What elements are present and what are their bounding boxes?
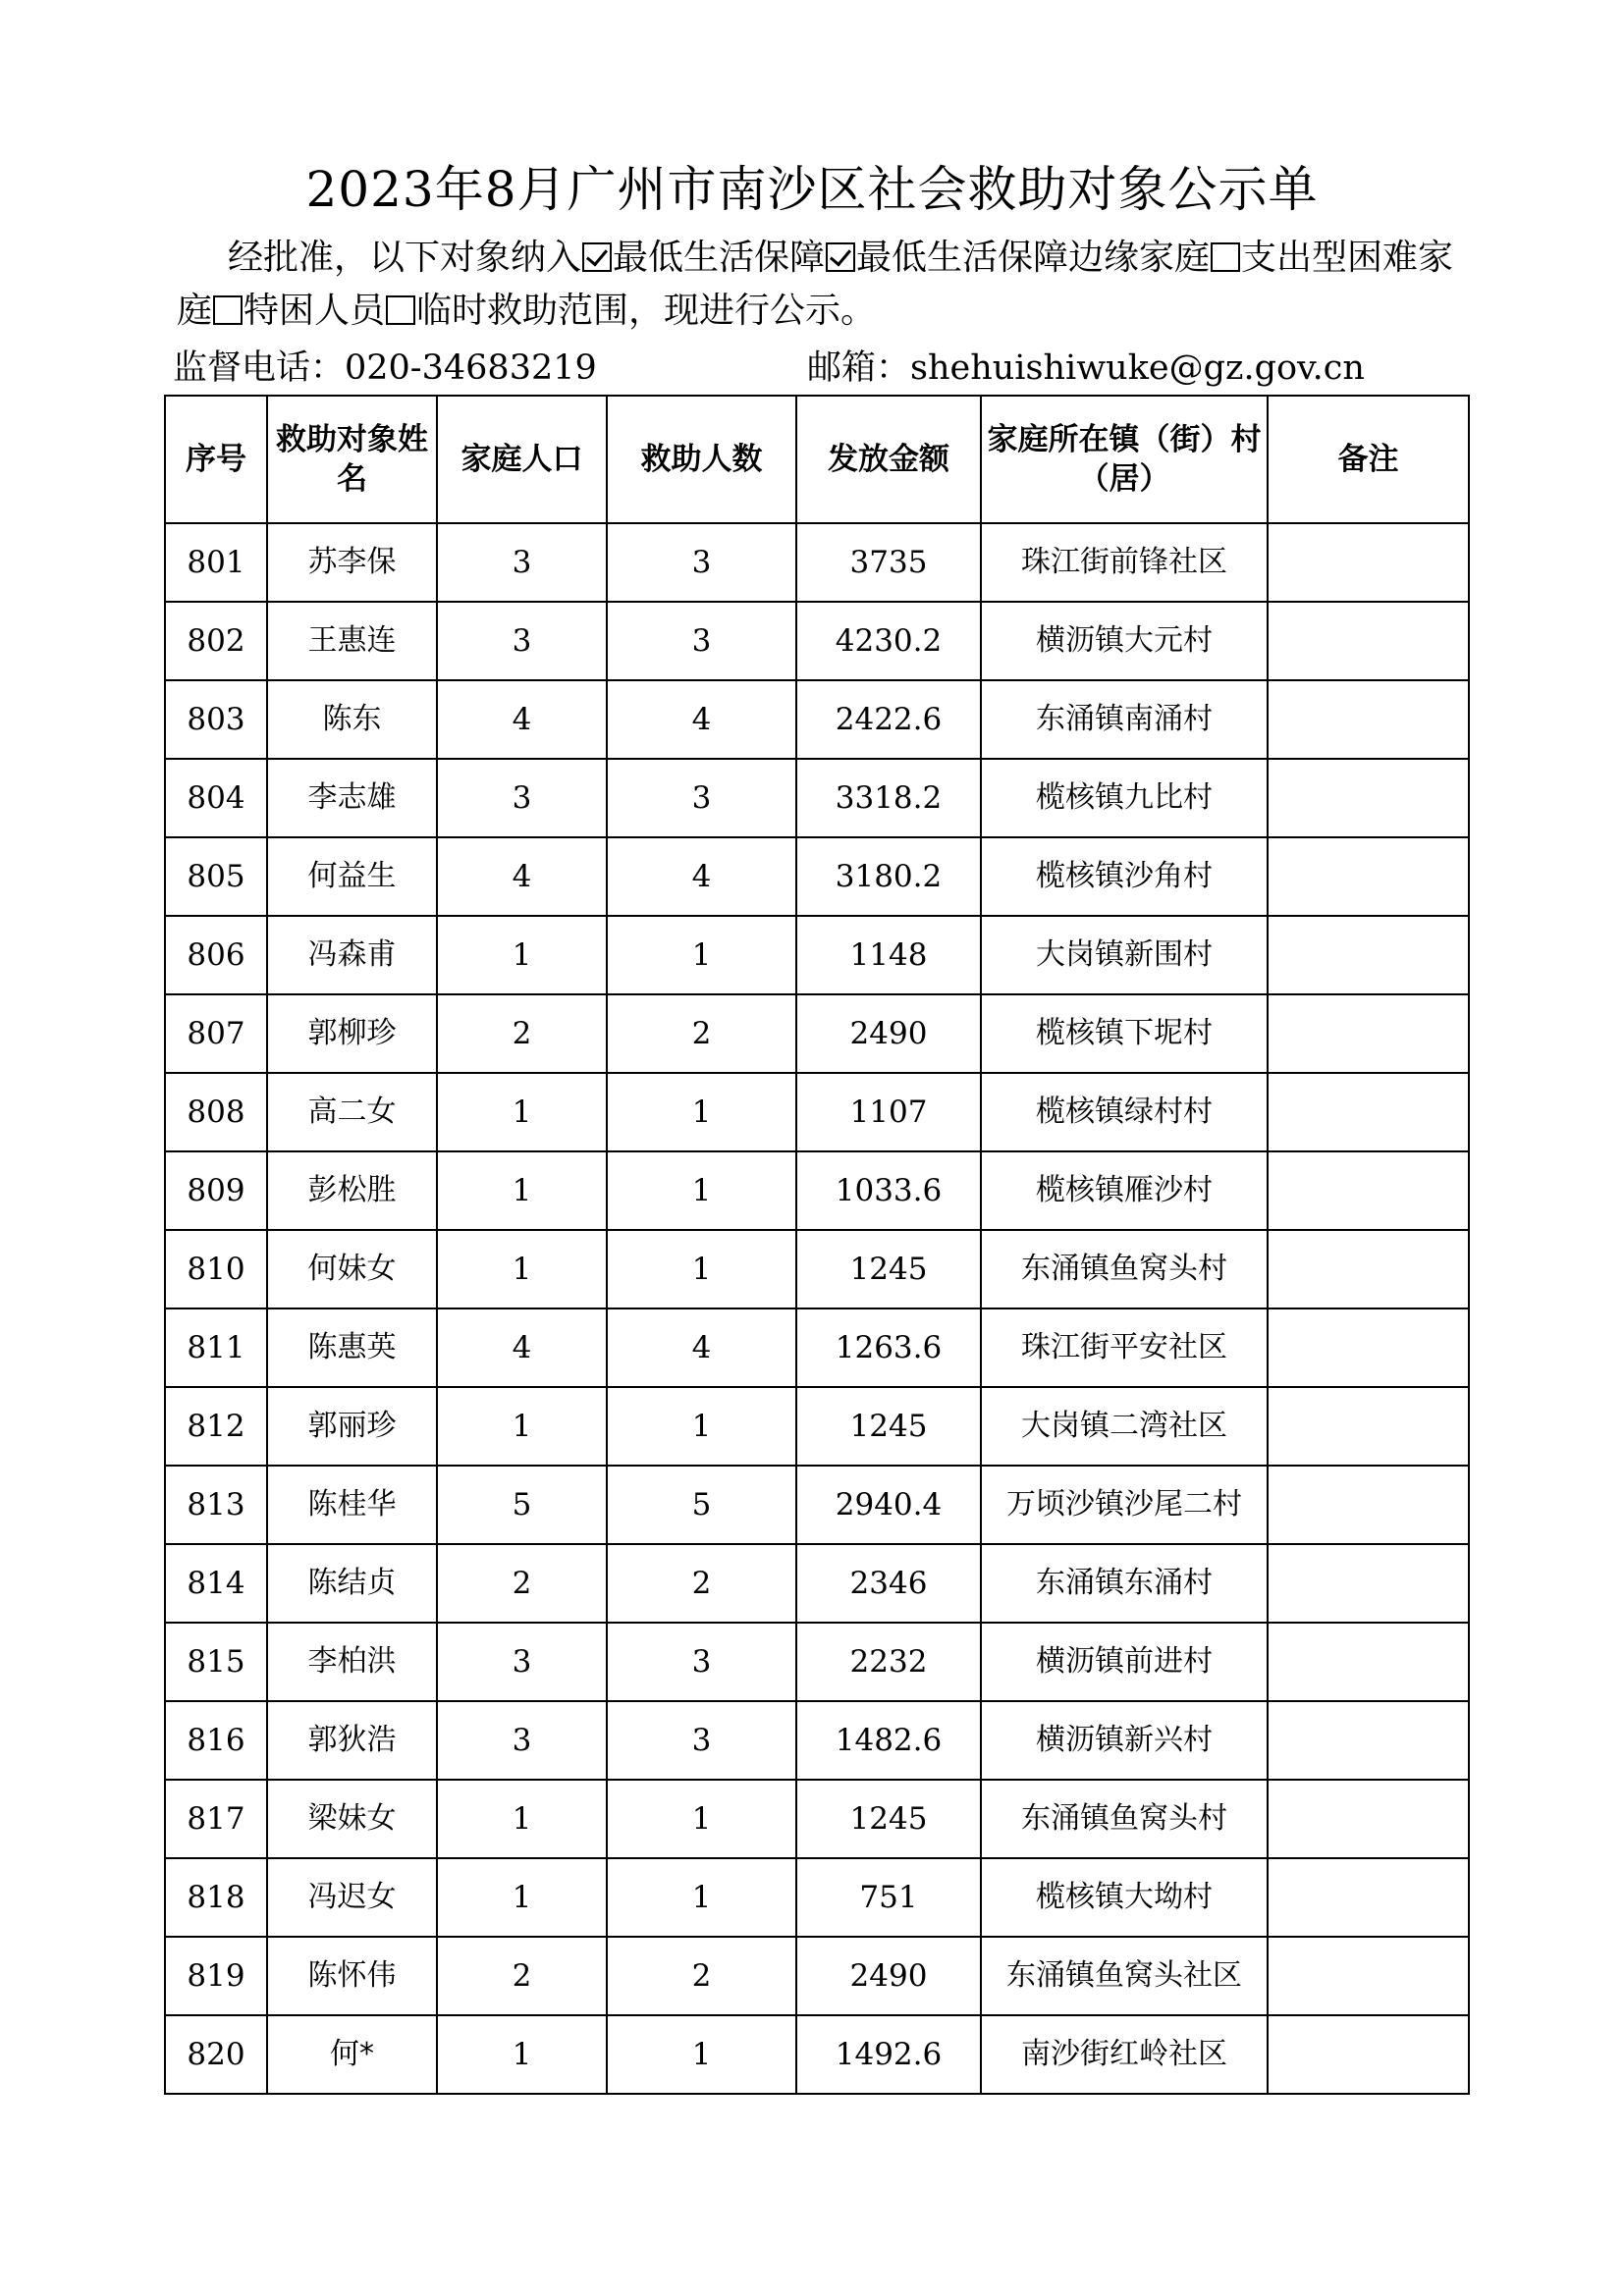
name-cell: 何* xyxy=(267,2015,437,2094)
header-aided-count: 救助人数 xyxy=(607,396,796,523)
aided-count-cell: 4 xyxy=(607,837,796,916)
aided-count-cell: 4 xyxy=(607,680,796,759)
serial-cell: 805 xyxy=(165,837,267,916)
checkbox-empty-icon xyxy=(213,295,243,325)
aided-count-cell: 3 xyxy=(607,1701,796,1780)
location-cell: 榄核镇雁沙村 xyxy=(981,1151,1268,1230)
header-serial-number: 序号 xyxy=(165,396,267,523)
family-size-cell: 3 xyxy=(437,759,607,837)
amount-cell: 2490 xyxy=(796,994,981,1073)
location-cell: 榄核镇绿村村 xyxy=(981,1073,1268,1151)
aided-count-cell: 3 xyxy=(607,523,796,602)
name-cell: 王惠连 xyxy=(267,602,437,680)
amount-cell: 2940.4 xyxy=(796,1466,981,1544)
table-body xyxy=(165,523,1469,2094)
remarks-cell xyxy=(1268,1780,1469,1858)
remarks-cell xyxy=(1268,1308,1469,1387)
aided-count-cell: 5 xyxy=(607,1466,796,1544)
serial-cell: 815 xyxy=(165,1623,267,1701)
family-size-cell: 3 xyxy=(437,1623,607,1701)
family-size-cell: 4 xyxy=(437,680,607,759)
table-row xyxy=(165,1937,1469,2015)
table-row xyxy=(165,1466,1469,1544)
family-size-cell: 1 xyxy=(437,1073,607,1151)
serial-cell: 810 xyxy=(165,1230,267,1308)
aided-count-cell: 1 xyxy=(607,1780,796,1858)
family-size-cell: 1 xyxy=(437,1151,607,1230)
aided-count-cell: 2 xyxy=(607,1937,796,2015)
name-cell: 梁妹女 xyxy=(267,1780,437,1858)
amount-cell: 1107 xyxy=(796,1073,981,1151)
name-cell: 郭狄浩 xyxy=(267,1701,437,1780)
remarks-cell xyxy=(1268,1230,1469,1308)
family-size-cell: 2 xyxy=(437,1544,607,1623)
location-cell: 榄核镇沙角村 xyxy=(981,837,1268,916)
option-label: 支出型困难家庭 xyxy=(177,238,1454,331)
serial-cell: 808 xyxy=(165,1073,267,1151)
table-row xyxy=(165,1308,1469,1387)
name-cell: 苏李保 xyxy=(267,523,437,602)
name-cell: 何妹女 xyxy=(267,1230,437,1308)
option-label: 最低生活保障边缘家庭 xyxy=(856,238,1211,278)
name-cell: 郭柳珍 xyxy=(267,994,437,1073)
table-row xyxy=(165,1387,1469,1466)
remarks-cell xyxy=(1268,680,1469,759)
remarks-cell xyxy=(1268,602,1469,680)
location-cell: 横沥镇新兴村 xyxy=(981,1701,1268,1780)
table-row xyxy=(165,1701,1469,1780)
option-label: 临时救助 xyxy=(416,291,559,331)
amount-cell: 2490 xyxy=(796,1937,981,2015)
family-size-cell: 1 xyxy=(437,916,607,994)
remarks-cell xyxy=(1268,1466,1469,1544)
amount-cell: 1245 xyxy=(796,1387,981,1466)
family-size-cell: 1 xyxy=(437,1230,607,1308)
family-size-cell: 2 xyxy=(437,994,607,1073)
serial-cell: 813 xyxy=(165,1466,267,1544)
location-cell: 榄核镇大坳村 xyxy=(981,1858,1268,1937)
amount-cell: 3735 xyxy=(796,523,981,602)
remarks-cell xyxy=(1268,523,1469,602)
name-cell: 高二女 xyxy=(267,1073,437,1151)
amount-cell: 1263.6 xyxy=(796,1308,981,1387)
aided-count-cell: 1 xyxy=(607,916,796,994)
family-size-cell: 5 xyxy=(437,1466,607,1544)
location-cell: 东涌镇鱼窝头村 xyxy=(981,1230,1268,1308)
table-row xyxy=(165,1623,1469,1701)
remarks-cell xyxy=(1268,1073,1469,1151)
location-cell: 珠江街前锋社区 xyxy=(981,523,1268,602)
serial-cell: 814 xyxy=(165,1544,267,1623)
remarks-cell xyxy=(1268,2015,1469,2094)
name-cell: 李志雄 xyxy=(267,759,437,837)
aided-count-cell: 2 xyxy=(607,994,796,1073)
family-size-cell: 1 xyxy=(437,2015,607,2094)
header-location: 家庭所在镇（街）村（居） xyxy=(981,396,1268,523)
serial-cell: 818 xyxy=(165,1858,267,1937)
location-cell: 南沙街红岭社区 xyxy=(981,2015,1268,2094)
amount-cell: 1245 xyxy=(796,1780,981,1858)
serial-cell: 809 xyxy=(165,1151,267,1230)
name-cell: 陈东 xyxy=(267,680,437,759)
amount-cell: 1148 xyxy=(796,916,981,994)
amount-cell: 3318.2 xyxy=(796,759,981,837)
table-row xyxy=(165,1544,1469,1623)
serial-cell: 801 xyxy=(165,523,267,602)
table-row xyxy=(165,1073,1469,1151)
table-row xyxy=(165,759,1469,837)
amount-cell: 1482.6 xyxy=(796,1701,981,1780)
amount-cell: 2232 xyxy=(796,1623,981,1701)
table-row xyxy=(165,1151,1469,1230)
location-cell: 东涌镇鱼窝头村 xyxy=(981,1780,1268,1858)
table-row xyxy=(165,680,1469,759)
amount-cell: 4230.2 xyxy=(796,602,981,680)
table-row xyxy=(165,837,1469,916)
remarks-cell xyxy=(1268,1623,1469,1701)
checkbox-checked-icon xyxy=(826,242,855,272)
option-label: 最低生活保障 xyxy=(613,238,826,278)
intro-suffix: 范围，现进行公示。 xyxy=(558,291,877,331)
amount-cell: 1033.6 xyxy=(796,1151,981,1230)
name-cell: 陈结贞 xyxy=(267,1544,437,1623)
aided-count-cell: 3 xyxy=(607,759,796,837)
aid-recipients-table xyxy=(164,395,1470,2095)
remarks-cell xyxy=(1268,1544,1469,1623)
remarks-cell xyxy=(1268,1858,1469,1937)
serial-cell: 802 xyxy=(165,602,267,680)
amount-cell: 2346 xyxy=(796,1544,981,1623)
location-cell: 东涌镇鱼窝头社区 xyxy=(981,1937,1268,2015)
location-cell: 榄核镇下坭村 xyxy=(981,994,1268,1073)
supervision-phone: 监督电话：020-34683219 xyxy=(173,348,597,388)
name-cell: 李柏洪 xyxy=(267,1623,437,1701)
serial-cell: 807 xyxy=(165,994,267,1073)
family-size-cell: 4 xyxy=(437,837,607,916)
serial-cell: 816 xyxy=(165,1701,267,1780)
family-size-cell: 1 xyxy=(437,1387,607,1466)
remarks-cell xyxy=(1268,1701,1469,1780)
name-cell: 彭松胜 xyxy=(267,1151,437,1230)
family-size-cell: 1 xyxy=(437,1780,607,1858)
location-cell: 榄核镇九比村 xyxy=(981,759,1268,837)
aided-count-cell: 1 xyxy=(607,2015,796,2094)
serial-cell: 806 xyxy=(165,916,267,994)
aided-count-cell: 2 xyxy=(607,1544,796,1623)
remarks-cell xyxy=(1268,1387,1469,1466)
serial-cell: 819 xyxy=(165,1937,267,2015)
amount-cell: 1492.6 xyxy=(796,2015,981,2094)
serial-cell: 804 xyxy=(165,759,267,837)
family-size-cell: 3 xyxy=(437,523,607,602)
remarks-cell xyxy=(1268,994,1469,1073)
aided-count-cell: 1 xyxy=(607,1073,796,1151)
name-cell: 陈惠英 xyxy=(267,1308,437,1387)
location-cell: 大岗镇二湾社区 xyxy=(981,1387,1268,1466)
name-cell: 冯森甫 xyxy=(267,916,437,994)
checkbox-empty-icon xyxy=(386,295,415,325)
aided-count-cell: 3 xyxy=(607,1623,796,1701)
location-cell: 大岗镇新围村 xyxy=(981,916,1268,994)
table-row xyxy=(165,602,1469,680)
table-row xyxy=(165,2015,1469,2094)
header-amount: 发放金额 xyxy=(796,396,981,523)
aided-count-cell: 1 xyxy=(607,1858,796,1937)
option-label: 特困人员 xyxy=(244,291,386,331)
table-row xyxy=(165,1230,1469,1308)
family-size-cell: 3 xyxy=(437,1701,607,1780)
aided-count-cell: 1 xyxy=(607,1230,796,1308)
name-cell: 郭丽珍 xyxy=(267,1387,437,1466)
table-header-row xyxy=(165,396,1469,523)
remarks-cell xyxy=(1268,837,1469,916)
serial-cell: 811 xyxy=(165,1308,267,1387)
amount-cell: 751 xyxy=(796,1858,981,1937)
family-size-cell: 1 xyxy=(437,1858,607,1937)
header-remarks: 备注 xyxy=(1268,396,1469,523)
table-row xyxy=(165,1780,1469,1858)
amount-cell: 3180.2 xyxy=(796,837,981,916)
location-cell: 东涌镇南涌村 xyxy=(981,680,1268,759)
header-recipient-name: 救助对象姓名 xyxy=(267,396,437,523)
location-cell: 横沥镇前进村 xyxy=(981,1623,1268,1701)
amount-cell: 2422.6 xyxy=(796,680,981,759)
location-cell: 东涌镇东涌村 xyxy=(981,1544,1268,1623)
name-cell: 陈怀伟 xyxy=(267,1937,437,2015)
aided-count-cell: 3 xyxy=(607,602,796,680)
table-row xyxy=(165,916,1469,994)
aided-count-cell: 1 xyxy=(607,1387,796,1466)
family-size-cell: 4 xyxy=(437,1308,607,1387)
remarks-cell xyxy=(1268,1937,1469,2015)
aided-count-cell: 4 xyxy=(607,1308,796,1387)
location-cell: 珠江街平安社区 xyxy=(981,1308,1268,1387)
contact-email: 邮箱：shehuishiwuke@gz.gov.cn xyxy=(807,348,1365,388)
serial-cell: 803 xyxy=(165,680,267,759)
remarks-cell xyxy=(1268,1151,1469,1230)
family-size-cell: 3 xyxy=(437,602,607,680)
name-cell: 何益生 xyxy=(267,837,437,916)
serial-cell: 817 xyxy=(165,1780,267,1858)
intro-paragraph xyxy=(177,232,1473,338)
remarks-cell xyxy=(1268,916,1469,994)
family-size-cell: 2 xyxy=(437,1937,607,2015)
header-family-size: 家庭人口 xyxy=(437,396,607,523)
aided-count-cell: 1 xyxy=(607,1151,796,1230)
serial-cell: 820 xyxy=(165,2015,267,2094)
serial-cell: 812 xyxy=(165,1387,267,1466)
location-cell: 横沥镇大元村 xyxy=(981,602,1268,680)
remarks-cell xyxy=(1268,759,1469,837)
intro-prefix: 经批准，以下对象纳入 xyxy=(228,238,582,278)
checkbox-checked-icon xyxy=(582,242,612,272)
name-cell: 陈桂华 xyxy=(267,1466,437,1544)
location-cell: 万顷沙镇沙尾二村 xyxy=(981,1466,1268,1544)
table-row xyxy=(165,994,1469,1073)
amount-cell: 1245 xyxy=(796,1230,981,1308)
name-cell: 冯迟女 xyxy=(267,1858,437,1937)
table-row xyxy=(165,523,1469,602)
page-title: 2023年8月广州市南沙区社会救助对象公示单 xyxy=(305,161,1319,218)
table-row xyxy=(165,1858,1469,1937)
checkbox-empty-icon xyxy=(1211,242,1240,272)
